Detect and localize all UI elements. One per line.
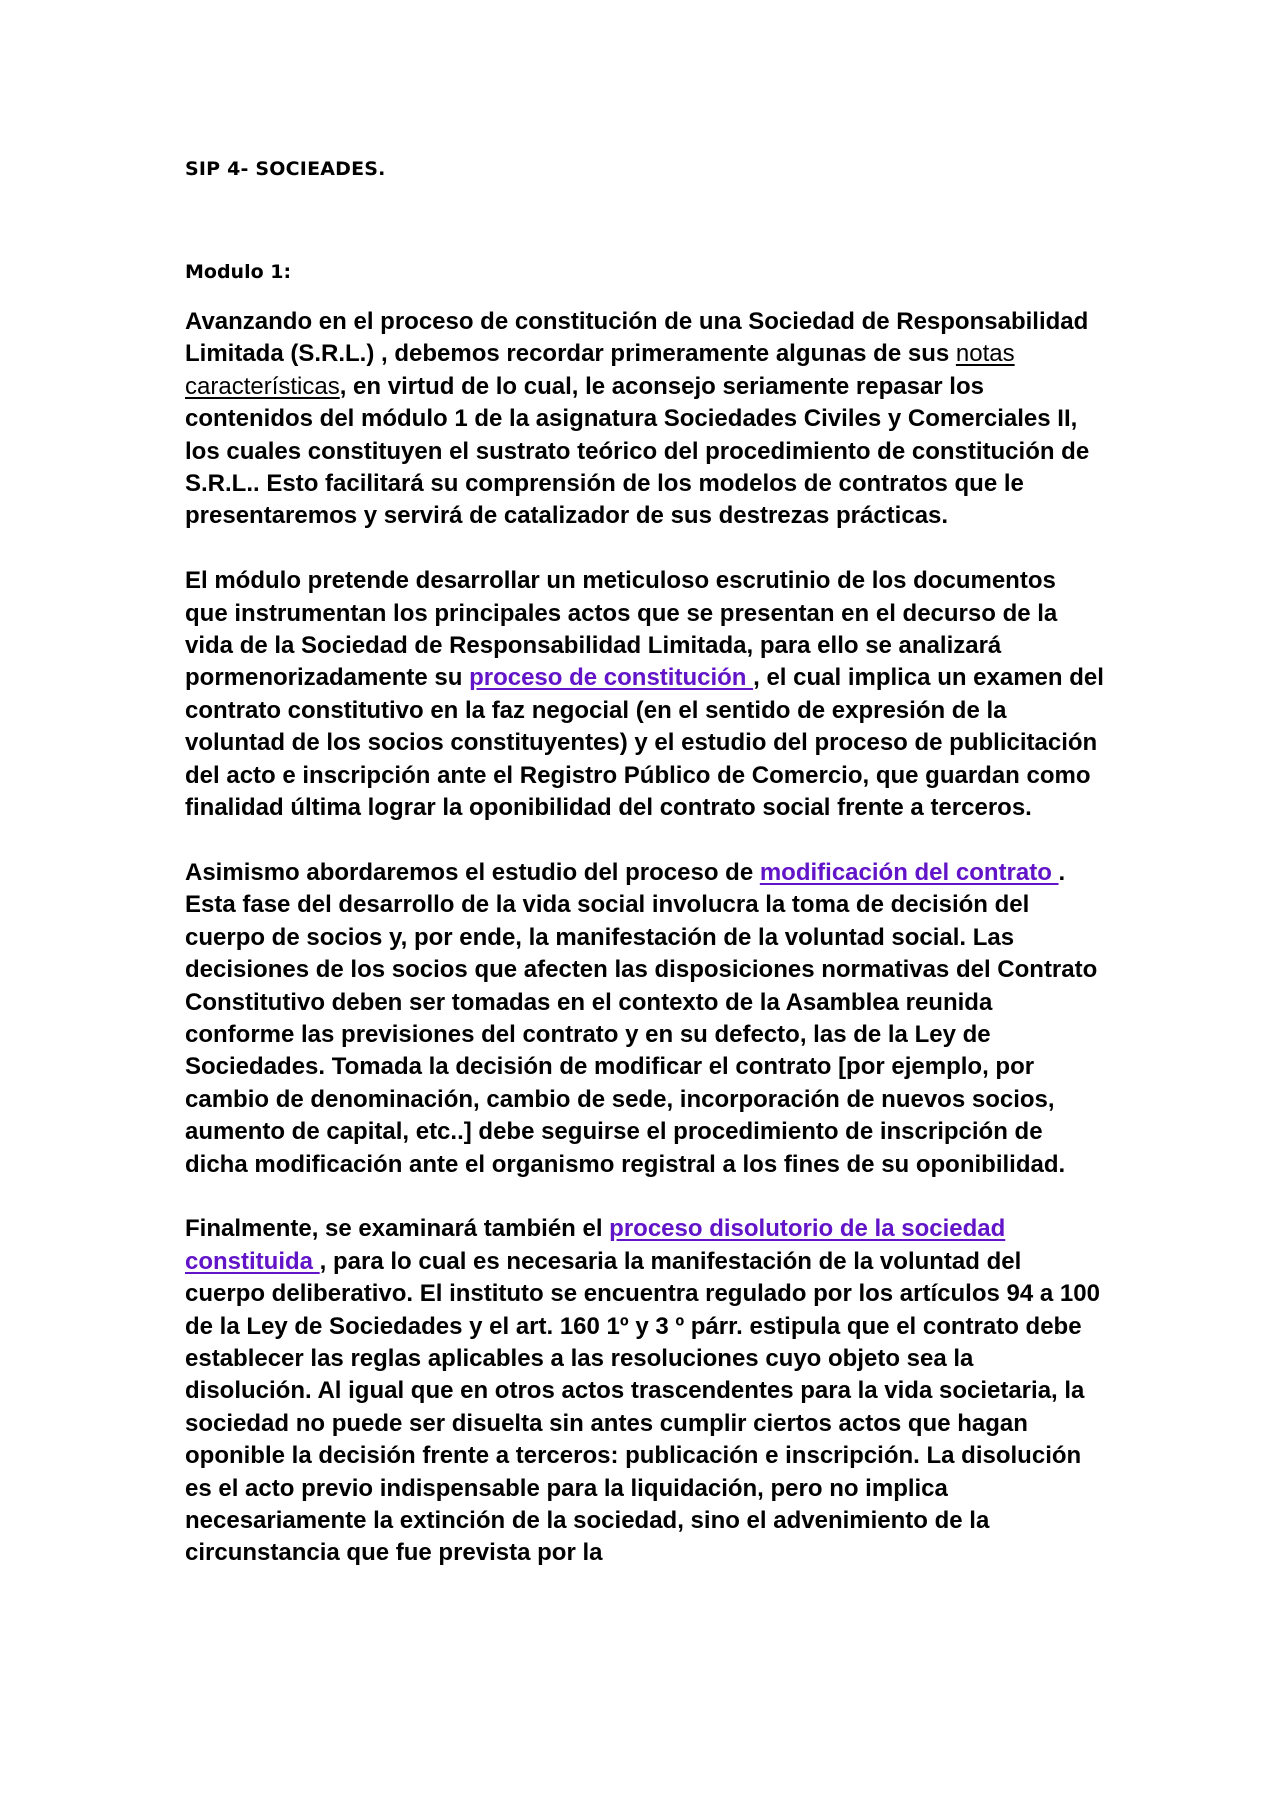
module-heading: Modulo 1: [185,261,292,283]
paragraph-text: Asimismo abordaremos el estudio del proceso de [185,858,760,886]
paragraph-intro [185,306,1105,533]
paragraph-text: , para lo cual es necesaria la manifestación de la voluntad del cuerpo deliberativo. El instituto se encuentra regulado por los artículos 94 a 100 de la Ley de Sociedades y el art. 160 1º y 3 º párr. estipula que el contrato debe establecer las reglas aplicables a las resoluciones cuyo objeto sea la disolución. Al igual que en otros actos trascendentes para la vida societaria, la sociedad no puede ser disuelta sin antes cumplir ciertos actos que hagan oponible la decisión frente a terceros: publicación e inscripción. La disolución es el acto previo indispensable para la liquidación, pero no implica necesariamente la extinción de la sociedad, sino el advenimiento de la circunstancia que fue prevista por la [185,1247,1100,1567]
paragraph-disolucion [185,1213,1105,1569]
paragraph-text: Finalmente, se examinará también el [185,1215,610,1243]
paragraph-text: El módulo pretende desarrollar un meticuloso escrutinio de los documentos que instrumentan los principales actos que se presentan en el decurso de la vida de la Sociedad de Responsabilidad Limitada, para ello se analizará pormenorizadamente su [185,567,1058,692]
notas-caracteristicas-underline: notas características [185,340,1015,400]
document-body [185,306,1105,1602]
paragraph-text: , en virtud de lo cual, le aconsejo seriamente repasar los contenidos del módulo 1 de la asignatura Sociedades Civiles y Comerciales II, los cuales constituyen el sustrato teórico del procedimiento de constitución de S.R.L.. Esto facilitará su comprensión de los modelos de contratos que le presentaremos y servirá de catalizador de sus destrezas prácticas. [185,372,1090,530]
link-proceso-disolutorio[interactable]: proceso disolutorio de la sociedad constituida [185,1215,1006,1275]
document-title: SIP 4- SOCIEADES. [185,158,386,180]
paragraph-text: . Esta fase del desarrollo de la vida social involucra la toma de decisión del cuerpo de socios y, por ende, la manifestación de la voluntad social. Las decisiones de los socios que afecten las disposiciones normativas del Contrato Constitutivo deben ser tomadas en el contexto de la Asamblea reunida conforme las previsiones del contrato y en su defecto, las de la Ley de Sociedades. Tomada la decisión de modificar el contrato [por ejemplo, por cambio de denominación, cambio de sede, incorporación de nuevos socios, aumento de capital, etc..] debe seguirse el procedimiento de inscripción de dicha modificación ante el organismo registral a los fines de su oponibilidad. [185,858,1098,1178]
link-modificacion-contrato[interactable]: modificación del contrato [759,858,1059,886]
paragraph-text: Avanzando en el proceso de constitución de una Sociedad de Responsabilidad Limitada (S.R.L.) , debemos recordar primeramente algunas de sus [185,308,1089,368]
paragraph-text: , el cual implica un examen del contrato constitutivo en la faz negocial (en el sentido de expresión de la voluntad de los socios constituyentes) y el estudio del proceso de publicitación del acto e inscripción ante el Registro Público de Comercio, que guardan como finalidad última lograr la oponibilidad del contrato social frente a terceros. [185,664,1104,822]
paragraph-modificacion [185,857,1105,1181]
link-proceso-constitucion[interactable]: proceso de constitución [469,664,754,692]
paragraph-constitucion [185,565,1105,824]
